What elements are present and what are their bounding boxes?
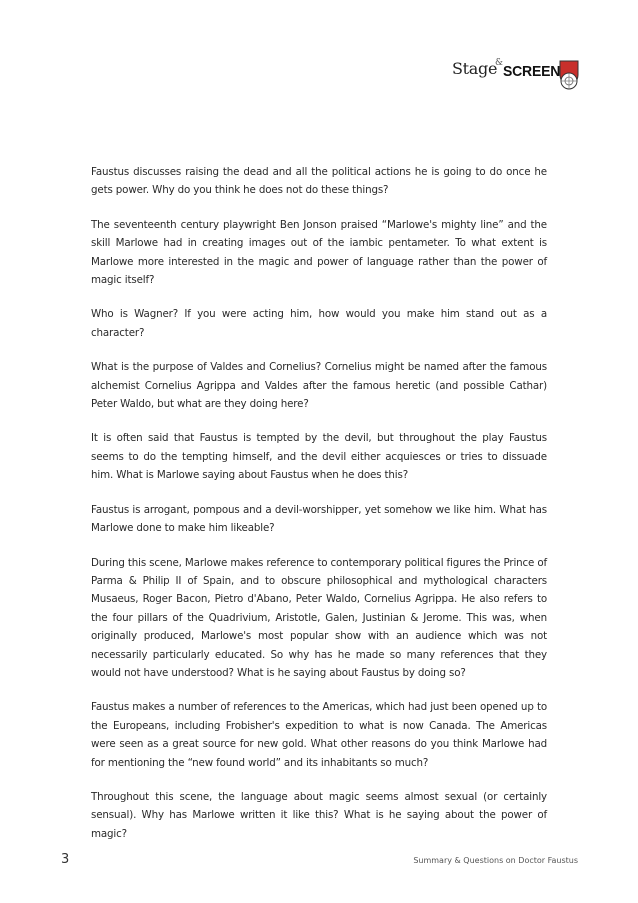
stage-and-screen-logo [452,59,582,99]
question-paragraph: Faustus is arrogant, pompous and a devil-worshipper, yet somehow we like him. What has Marlowe done to make him likeable? [91,503,547,535]
question-paragraph: During this scene, Marlowe makes reference to contemporary political figures the Prince of Parma & Philip II of Spain, and to obscure philosophical and mythological characters Musaeus, Roger Bacon, Pietro d'Abano, Peter Waldo, Cornelius Agrippa. He also refers to the four pillars of the Quadrivium, Aristotle, Galen, Justinian & Jerome. This was, when originally produced, Marlowe's most popular show with an audience which was not necessarily particularly educated. So why has he made so many references that they would not have understood? What is he saying about Faustus by doing so? [91,556,547,679]
question-paragraph: Who is Wagner? If you were acting him, how would you make him stand out as a character? [91,308,547,339]
logo-ampersand: & [495,58,504,68]
page-number: 3 [61,852,70,867]
question-paragraph: The seventeenth century playwright Ben Jonson praised “Marlowe's mighty line” and the skill Marlowe had in creating images out of the iambic pentameter. To what extent is Marlowe more interested in the magic and power of language rather than the power of magic itself? [91,218,547,287]
question-paragraph: Faustus discusses raising the dead and all the political actions he is going to do once he gets power. Why do you think he does not do these things? [91,166,547,197]
logo-shield-icon [558,59,580,91]
question-paragraph: It is often said that Faustus is tempted by the devil, but throughout the play Faustus seems to do the tempting himself, and the devil either acquiesces or tries to dissuade him. What is Marlowe saying about Faustus when he does this? [91,432,547,482]
footer-title: Summary & Questions on Doctor Faustus [413,856,578,865]
question-paragraph: Faustus makes a number of references to the Americas, which had just been opened up to the Europeans, including Frobisher's expedition to what is now Canada. The Americas were seen as a great source for new gold. What other reasons do you think Marlowe had for mentioning the “new found world” and its inhabitants so much? [91,701,547,769]
question-paragraph: What is the purpose of Valdes and Cornelius? Cornelius might be named after the famous alchemist Cornelius Agrippa and Valdes after the famous heretic (and possible Cathar) Peter Waldo, but what are they doing here? [91,361,547,411]
question-paragraph: Throughout this scene, the language about magic seems almost sexual (or certainly sensual). Why has Marlowe written it like this? What is he saying about the power of magic? [91,790,547,840]
logo-screen-text: SCREEN [503,62,561,80]
questions-list [91,163,547,859]
logo-stage-text: Stage [452,59,498,78]
